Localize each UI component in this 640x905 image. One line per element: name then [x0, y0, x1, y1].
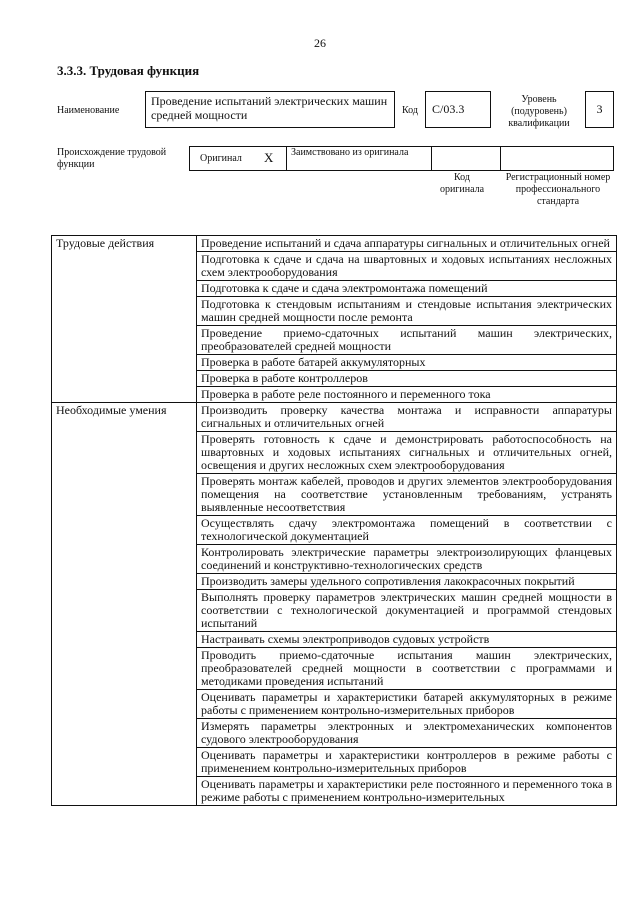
table-cell-item: Проверка в работе батарей аккумуляторных: [197, 355, 617, 371]
table-cell-item: Осуществлять сдачу электромонтажа помещений в соответствии с технологической документацией: [197, 516, 617, 545]
table-cell-item: Проведение приемо-сдаточных испытаний машин электрических, преобразователей средней мощности: [197, 326, 617, 355]
table-cell-item: Подготовка к сдаче и сдача электромонтажа помещений: [197, 281, 617, 297]
table-cell-item: Проводить приемо-сдаточные испытания машин электрических, преобразователей средней мощности в соответствии с программами и методиками проведения испытаний: [197, 648, 617, 690]
origin-code-cell: [432, 147, 501, 170]
table-cell-item: Измерять параметры электронных и электромеханических компонентов судового электрооборудования: [197, 719, 617, 748]
origin-label: Происхождение трудовой функции: [57, 147, 167, 170]
table-row: [52, 403, 617, 432]
table-cell-item: Производить проверку качества монтажа и исправности аппаратуры сигнальных и отличительных огней: [197, 403, 617, 432]
table-cell-item: Проверять монтаж кабелей, проводов и других элементов электрооборудования помещения на соответствие установленным требованиям, устранять выявленные несоответствия: [197, 474, 617, 516]
original-cell: [190, 147, 287, 170]
name-label: Наименование: [57, 105, 120, 116]
table-cell-item: Проверять готовность к сдаче и демонстрировать работоспособность на швартовных и ходовых испытаниях сигнальных и отличительных огней, освещения и других несложных схем электрооборудования: [197, 432, 617, 474]
registration-label: Регистрационный номер профессионального стандарта: [505, 172, 611, 207]
original-mark: X: [264, 150, 274, 165]
labor-function-table: [51, 235, 617, 806]
table-cell-item: Проверка в работе контроллеров: [197, 371, 617, 387]
page-number: 26: [314, 36, 326, 50]
section-heading: Трудовые действия: [52, 236, 197, 403]
registration-cell: [501, 147, 613, 170]
table-cell-item: Подготовка к стендовым испытаниям и стендовые испытания электрических машин средней мощности после ремонта: [197, 297, 617, 326]
table-row: [52, 236, 617, 252]
table-cell-item: Подготовка к сдаче и сдача на швартовных и ходовых испытаниях несложных схем электрооборудования: [197, 252, 617, 281]
level-label: Уровень (подуровень) квалификации: [508, 94, 570, 129]
borrowed-cell: [287, 147, 432, 170]
original-label: Оригинал: [200, 153, 242, 164]
code-value-box: C/03.3: [425, 91, 491, 128]
table-cell-item: Оценивать параметры и характеристики контроллеров в режиме работы с применением контрольно-измерительных приборов: [197, 748, 617, 777]
section-title: 3.3.3. Трудовая функция: [57, 63, 200, 78]
table-cell-item: Производить замеры удельного сопротивления лакокрасочных покрытий: [197, 574, 617, 590]
table-cell-item: Контролировать электрические параметры электроизолирующих фланцевых соединений и конструктивно-технологических средств: [197, 545, 617, 574]
origin-box: [189, 146, 614, 171]
table-cell-item: Выполнять проверку параметров электрических машин средней мощности в соответствии с технологической документацией и программой стендовых испытаний: [197, 590, 617, 632]
code-label: Код: [402, 105, 418, 116]
level-value-box: 3: [585, 91, 614, 128]
table-cell-item: Настраивать схемы электроприводов судовых устройств: [197, 632, 617, 648]
table-cell-item: Оценивать параметры и характеристики батарей аккумуляторных в режиме работы с применением контрольно-измерительных приборов: [197, 690, 617, 719]
function-name-box: Проведение испытаний электрических машин средней мощности: [145, 91, 395, 128]
table-cell-item: Оценивать параметры и характеристики реле постоянного и переменного тока в режиме работы с применением контрольно-измерительных: [197, 777, 617, 806]
origin-code-label: Код оригинала: [439, 172, 485, 195]
borrowed-label: Заимствовано из оригинала: [291, 147, 409, 158]
table-cell-item: Проверка в работе реле постоянного и переменного тока: [197, 387, 617, 403]
section-heading: Необходимые умения: [52, 403, 197, 806]
table-cell-item: Проведение испытаний и сдача аппаратуры сигнальных и отличительных огней: [197, 236, 617, 252]
